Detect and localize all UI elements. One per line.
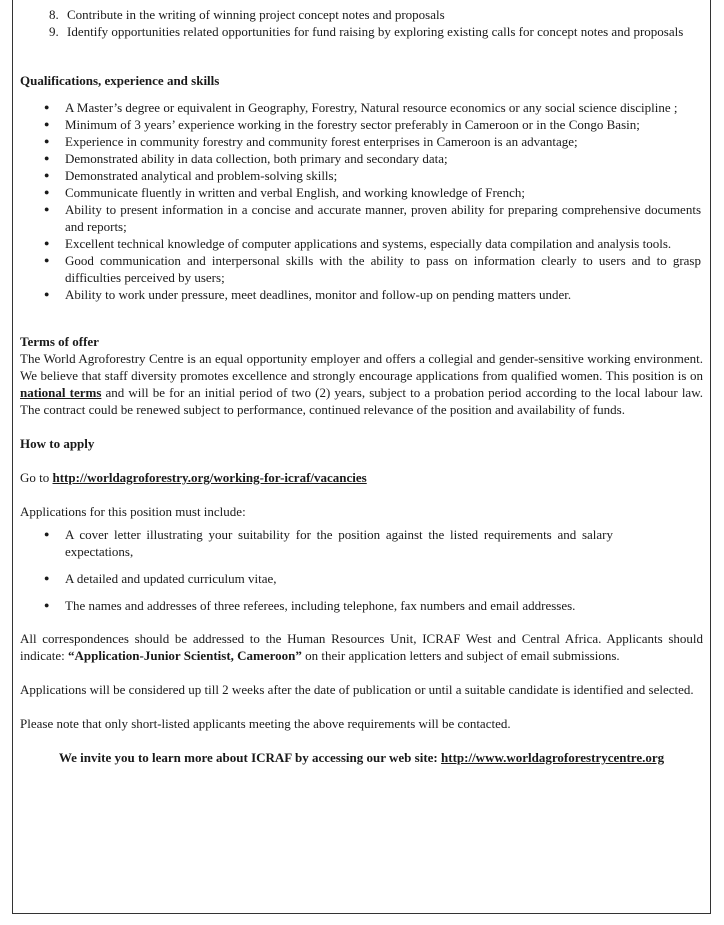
bullet-icon: ● — [44, 573, 50, 583]
shortlist-note: Please note that only short-listed applicants meeting the above requirements will be contacted. — [20, 716, 511, 731]
responsibilities-list — [20, 6, 703, 40]
list-item: ● Excellent technical knowledge of computer applications and systems, especially data compilation and analysis tools. — [44, 236, 672, 251]
national-terms-text: national terms — [20, 385, 102, 400]
deadline-paragraph: Applications will be considered up till 2 weeks after the date of publication or until a suitable candidate is identified and selected. — [20, 682, 694, 697]
bullet-icon: ● — [44, 187, 50, 197]
list-item: ● A cover letter illustrating your suitability for the position against the listed requirements and salary expectations, — [44, 527, 613, 559]
bullet-icon: ● — [44, 119, 50, 129]
bullet-icon: ● — [44, 238, 50, 248]
terms-heading: Terms of offer — [20, 334, 99, 349]
how-to-apply-heading: How to apply — [20, 436, 95, 451]
list-item: ● Demonstrated ability in data collection, both primary and secondary data; — [44, 151, 448, 166]
terms-paragraph: The World Agroforestry Centre is an equal opportunity employer and offers a collegial and gender-sensitive working environment. We believe that staff diversity promotes excellence and strongly encourage applications from qualified women. This position is on national terms and will be for an initial period of two (2) years, subject to a probation period according to the local labour law. The contract could be renewed subject to performance, continued relevance of the position and availability of funds. — [20, 351, 703, 417]
list-item: ● Minimum of 3 years’ experience working in the forestry sector preferably in Cameroon or in the Congo Basin; — [44, 117, 640, 132]
list-item — [49, 23, 703, 40]
invite-line: We invite you to learn more about ICRAF by accessing our web site: http://www.worldagroforestrycentre.org — [58, 750, 665, 765]
list-item: ● Demonstrated analytical and problem-solving skills; — [44, 168, 338, 183]
qualifications-heading: Qualifications, experience and skills — [20, 73, 220, 88]
bullet-icon: ● — [44, 170, 50, 180]
item-text: Identify opportunities related opportunities for fund raising by exploring existing calls for concept notes and proposals — [67, 24, 684, 39]
list-item: ● A Master’s degree or equivalent in Geography, Forestry, Natural resource economics or any social science discipline ; — [44, 100, 678, 115]
list-item: ● Communicate fluently in written and verbal English, and working knowledge of French; — [44, 185, 525, 200]
list-item: ● The names and addresses of three referees, including telephone, fax numbers and email addresses. — [44, 598, 576, 613]
vacancies-link[interactable]: http://worldagroforestry.org/working-for-icraf/vacancies — [52, 470, 367, 485]
list-item: ● A detailed and updated curriculum vitae, — [44, 571, 277, 586]
bullet-icon: ● — [44, 255, 50, 265]
list-item: ● Ability to present information in a concise and accurate manner, proven ability for preparing comprehensive documents and reports; — [44, 202, 701, 234]
list-item: ● Experience in community forestry and community forest enterprises in Cameroon is an advantage; — [44, 134, 578, 149]
list-item: ● Ability to work under pressure, meet deadlines, monitor and follow-up on pending matters under. — [44, 287, 572, 302]
correspondence-paragraph: All correspondences should be addressed to the Human Resources Unit, ICRAF West and Central Africa. Applicants should indicate: “Application-Junior Scientist, Cameroon” on their application letters and subject of email submissions. — [20, 631, 703, 663]
item-text: Contribute in the writing of winning project concept notes and proposals — [67, 7, 445, 22]
bullet-icon: ● — [44, 136, 50, 146]
must-include-text: Applications for this position must include: — [20, 504, 246, 519]
application-subject-text: “Application-Junior Scientist, Cameroon” — [68, 648, 302, 663]
bullet-icon: ● — [44, 102, 50, 112]
application-requirements-list — [20, 526, 703, 614]
item-number: 9. — [49, 24, 59, 39]
bullet-icon: ● — [44, 204, 50, 214]
bullet-icon: ● — [44, 600, 50, 610]
list-item — [49, 6, 703, 23]
bullet-icon: ● — [44, 529, 50, 539]
list-item: ● Good communication and interpersonal skills with the ability to pass on information clearly to users and to grasp difficulties perceived by users; — [44, 253, 701, 285]
bullet-icon: ● — [44, 289, 50, 299]
bullet-icon: ● — [44, 153, 50, 163]
job-posting-content — [20, 6, 703, 766]
go-to-line: Go to http://worldagroforestry.org/working-for-icraf/vacancies — [20, 470, 367, 485]
qualifications-list — [20, 99, 703, 303]
website-link[interactable]: http://www.worldagroforestrycentre.org — [441, 750, 665, 765]
item-number: 8. — [49, 7, 59, 22]
